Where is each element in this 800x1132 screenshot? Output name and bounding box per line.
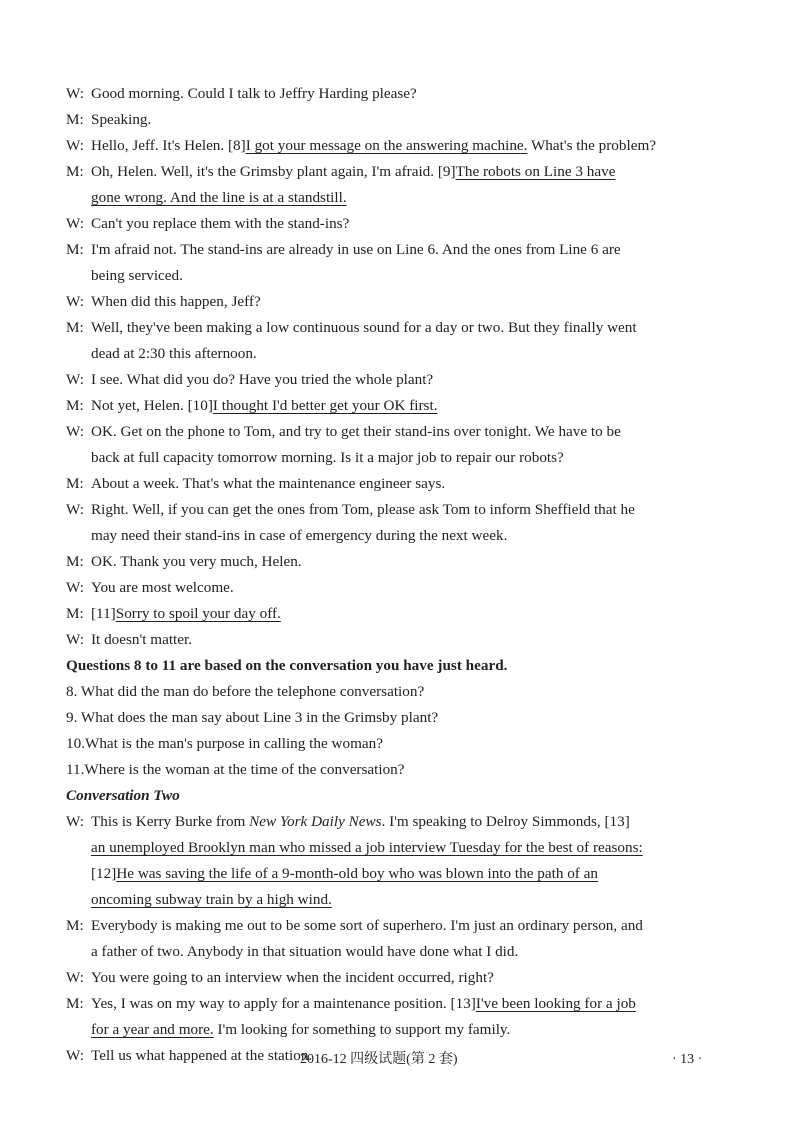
underlined-answer: oncoming subway train by a high wind. (91, 891, 332, 908)
underlined-answer: Sorry to spoil your day off. (115, 605, 281, 622)
dialogue-line (66, 576, 738, 601)
dialogue-text: Can't you replace them with the stand-ins? (91, 215, 350, 232)
dialogue-text: Well, they've been making a low continuous sound for a day or two. But they finally went (91, 319, 637, 336)
dialogue-line (66, 550, 738, 575)
dialogue-continuation (66, 446, 738, 471)
dialogue-text: What's the problem? (527, 137, 657, 154)
dialogue-line (66, 628, 738, 653)
speaker: W: (66, 813, 84, 830)
speaker: M: (66, 553, 84, 570)
dialogue-text: [12] (91, 865, 117, 882)
dialogue-text: OK. Get on the phone to Tom, and try to get their stand-ins over tonight. We have to be (91, 423, 621, 440)
speaker: W: (66, 85, 84, 102)
dialogue-text: When did this happen, Jeff? (91, 293, 261, 310)
speaker: M: (66, 917, 84, 934)
dialogue-line (66, 160, 738, 185)
conversation-two-heading: Conversation Two (66, 787, 180, 804)
dialogue-text: dead at 2:30 this afternoon. (91, 345, 257, 362)
dialogue-continuation (66, 940, 738, 965)
dialogue-text: back at full capacity tomorrow morning. Is it a major job to repair our robots? (91, 449, 564, 466)
dialogue-text: [11] (91, 605, 116, 622)
dialogue-text: I'm afraid not. The stand-ins are already in use on Line 6. And the ones from Line 6 are (91, 241, 621, 258)
dialogue-line (66, 316, 738, 341)
dialogue-continuation (66, 186, 738, 211)
dialogue-text: Speaking. (91, 111, 152, 128)
dialogue-line (66, 82, 738, 107)
dialogue-continuation (66, 1018, 738, 1043)
dialogue-line (66, 394, 738, 419)
speaker: W: (66, 501, 84, 518)
dialogue-text: Good morning. Could I talk to Jeffry Harding please? (91, 85, 417, 102)
dialogue-text: Everybody is making me out to be some sort of superhero. I'm just an ordinary person, and (91, 917, 643, 934)
speaker: W: (66, 293, 84, 310)
dialogue-text: may need their stand-ins in case of emergency during the next week. (91, 527, 508, 544)
dialogue-text: OK. Thank you very much, Helen. (91, 553, 302, 570)
dialogue-text: It doesn't matter. (91, 631, 193, 648)
speaker: W: (66, 371, 84, 388)
dialogue-text: I see. What did you do? Have you tried the whole plant? (91, 371, 434, 388)
underlined-answer: I thought I'd better get your OK first. (212, 397, 438, 414)
page-footer (0, 1048, 800, 1072)
dialogue-continuation (66, 264, 738, 289)
underlined-answer: I got your message on the answering machine. (245, 137, 528, 154)
dialogue-continuation (66, 836, 738, 861)
speaker: W: (66, 969, 84, 986)
speaker: M: (66, 475, 84, 492)
dialogue-line (66, 498, 738, 523)
speaker: M: (66, 995, 84, 1012)
dialogue-text: Not yet, Helen. [10] (91, 397, 213, 414)
dialogue-text: Yes, I was on my way to apply for a maintenance position. [13] (91, 995, 476, 1012)
question-item: 10.What is the man's purpose in calling the woman? (66, 735, 383, 752)
dialogue-text: You were going to an interview when the incident occurred, right? (91, 969, 494, 986)
speaker: M: (66, 111, 84, 128)
question-item: 9. What does the man say about Line 3 in the Grimsby plant? (66, 709, 439, 726)
dialogue-line (66, 108, 738, 133)
underlined-answer: The robots on Line 3 have (455, 163, 616, 180)
speaker: M: (66, 319, 84, 336)
dialogue-continuation (66, 342, 738, 367)
questions-heading: Questions 8 to 11 are based on the conversation you have just heard. (66, 657, 508, 674)
dialogue-line (66, 472, 738, 497)
dialogue-text: I'm looking for something to support my family. (213, 1021, 511, 1038)
dialogue-text: a father of two. Anybody in that situation would have done what I did. (91, 943, 519, 960)
speaker: W: (66, 579, 84, 596)
dialogue-line (66, 238, 738, 263)
dialogue-text: being serviced. (91, 267, 183, 284)
dialogue-line (66, 290, 738, 315)
dialogue-line (66, 368, 738, 393)
speaker: M: (66, 241, 84, 258)
dialogue-line (66, 914, 738, 939)
speaker: W: (66, 423, 84, 440)
dialogue-text: Right. Well, if you can get the ones from Tom, please ask Tom to inform Sheffield that he (91, 501, 635, 518)
question-item: 8. What did the man do before the telephone conversation? (66, 683, 425, 700)
dialogue-line (66, 602, 738, 627)
underlined-answer: I've been looking for a job (475, 995, 636, 1012)
underlined-answer: for a year and more. (91, 1021, 214, 1038)
speaker: W: (66, 1047, 84, 1064)
underlined-answer: He was saving the life of a 9-month-old boy who was blown into the path of an (116, 865, 598, 882)
dialogue-text: . I'm speaking to Delroy Simmonds, [13] (381, 813, 630, 830)
dialogue-line (66, 134, 738, 159)
dialogue-text: About a week. That's what the maintenance engineer says. (91, 475, 446, 492)
page-number: · 13 · (672, 1052, 703, 1067)
speaker: M: (66, 397, 84, 414)
question-item: 11.Where is the woman at the time of the conversation? (66, 761, 405, 778)
speaker: M: (66, 163, 84, 180)
dialogue-line (66, 810, 738, 835)
dialogue-text: Hello, Jeff. It's Helen. [8] (91, 137, 246, 154)
underlined-answer: gone wrong. And the line is at a standstill. (91, 189, 347, 206)
dialogue-text: Tell us what happened at the station. (91, 1047, 313, 1064)
dialogue-line (66, 212, 738, 237)
dialogue-continuation (66, 888, 738, 913)
speaker: M: (66, 605, 84, 622)
dialogue-line (66, 966, 738, 991)
speaker: W: (66, 137, 84, 154)
dialogue-line (66, 420, 738, 445)
underlined-answer: an unemployed Brooklyn man who missed a job interview Tuesday for the best of reasons: (91, 839, 643, 856)
dialogue-continuation (66, 524, 738, 549)
speaker: W: (66, 215, 84, 232)
footer-title: 2016-12 四级试题(第 2 套) (300, 1052, 458, 1067)
newspaper-name: New York Daily News (249, 813, 382, 830)
dialogue-continuation (66, 862, 738, 887)
dialogue-text: This is Kerry Burke from (91, 813, 250, 830)
speaker: W: (66, 631, 84, 648)
dialogue-line (66, 992, 738, 1017)
dialogue-text: You are most welcome. (91, 579, 234, 596)
dialogue-text: Oh, Helen. Well, it's the Grimsby plant again, I'm afraid. [9] (91, 163, 456, 180)
